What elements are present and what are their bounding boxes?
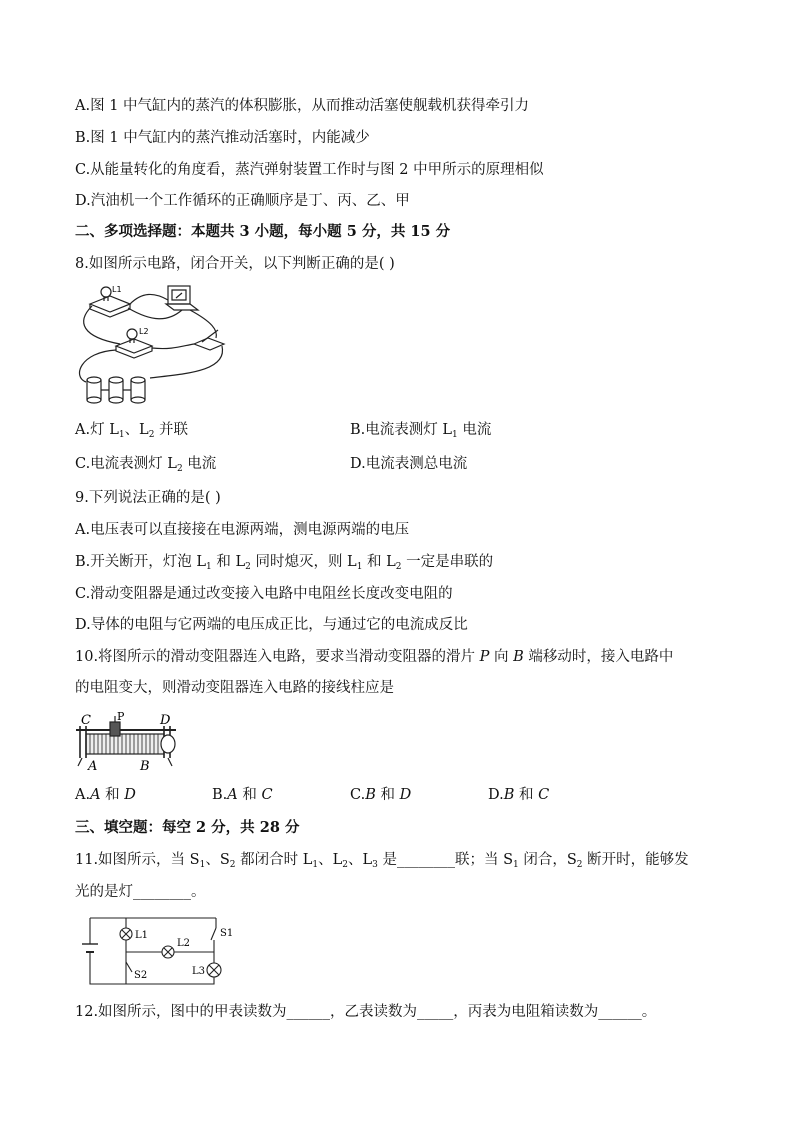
q10-label-p: P [117, 710, 125, 723]
q10-stem-line-1: 10.将图所示的滑动变阻器连入电路，要求当滑动变阻器的滑片 P 向 B 端移动时，接入电路中 [75, 649, 674, 665]
q10-rheostat-figure [72, 708, 182, 774]
q8-option-b: B.电流表测灯 $L_1$ 电流 [350, 422, 492, 440]
q11-label-l1: L1 [135, 930, 149, 941]
q11-stem-line-1: 11.如图所示，当 $S_1$、$S_2$ 都闭合时 $L_1$、$L_2$、$L_3$ 是________联；当 $S_1$ 闭合，$S_2$ 断开时，能够发 [75, 852, 689, 870]
q9-option-c: C.滑动变阻器是通过改变接入电路中电阻丝长度改变电阻的 [75, 586, 453, 602]
q10-option-c: C.B 和 D [350, 787, 412, 803]
q10-option-a: A.A 和 D [75, 787, 136, 803]
q10-label-c: C [81, 713, 91, 728]
q7-option-b: B.图 1 中气缸内的蒸汽推动活塞时，内能减少 [75, 130, 370, 146]
q9-option-d: D.导体的电阻与它两端的电压成正比，与通过它的电流成反比 [75, 617, 468, 633]
q10-stem-line-2: 的电阻变大，则滑动变阻器连入电路的接线柱应是 [75, 680, 394, 696]
q11-stem-line-2: 光的是灯________。 [75, 884, 206, 900]
q8-option-a: A.灯 $L_1$、$L_2$ 并联 [75, 422, 189, 440]
q8-label-l1: L1 [112, 285, 122, 294]
q10-label-b: B [140, 759, 150, 774]
q8-label-l2: L2 [139, 327, 149, 336]
q7-option-c: C.从能量转化的角度看，蒸汽弹射装置工作时与图 2 中甲所示的原理相似 [75, 162, 544, 178]
q8-option-c: C.电流表测灯 $L_2$ 电流 [75, 456, 217, 474]
q11-circuit-figure [80, 912, 240, 990]
q11-label-l2: L2 [177, 938, 191, 949]
q9-stem: 9.下列说法正确的是( ) [75, 490, 221, 506]
q8-option-d: D.电流表测总电流 [350, 456, 468, 472]
q10-option-b: B.A 和 C [212, 787, 273, 803]
q10-label-a: A [88, 759, 98, 774]
q8-stem: 8.如图所示电路，闭合开关，以下判断正确的是( ) [75, 256, 395, 272]
q11-label-s1: S1 [220, 928, 234, 939]
section-3-heading: 三、填空题：每空 2 分，共 28 分 [75, 819, 300, 836]
q9-option-a: A.电压表可以直接接在电源两端，测电源两端的电压 [75, 522, 410, 538]
q11-label-l3: L3 [192, 966, 206, 977]
q11-label-s2: S2 [134, 970, 148, 981]
section-2-heading: 二、多项选择题：本题共 3 小题，每小题 5 分，共 15 分 [75, 223, 451, 240]
q9-option-b: B.开关断开，灯泡 $L_1$ 和 $L_2$ 同时熄灭，则 $L_1$ 和 $L_2$ 一定是串联的 [75, 554, 494, 572]
q10-label-d: D [160, 713, 171, 728]
q7-option-d: D.汽油机一个工作循环的正确顺序是丁、丙、乙、甲 [75, 193, 410, 209]
q8-circuit-figure [72, 282, 232, 410]
q12-stem: 12.如图所示，图中的甲表读数为______，乙表读数为_____，丙表为电阻箱读数为______。 [75, 1004, 657, 1020]
q7-option-a: A.图 1 中气缸内的蒸汽的体积膨胀，从而推动活塞使舰载机获得牵引力 [75, 98, 530, 114]
q10-option-d: D.B 和 C [488, 787, 550, 803]
